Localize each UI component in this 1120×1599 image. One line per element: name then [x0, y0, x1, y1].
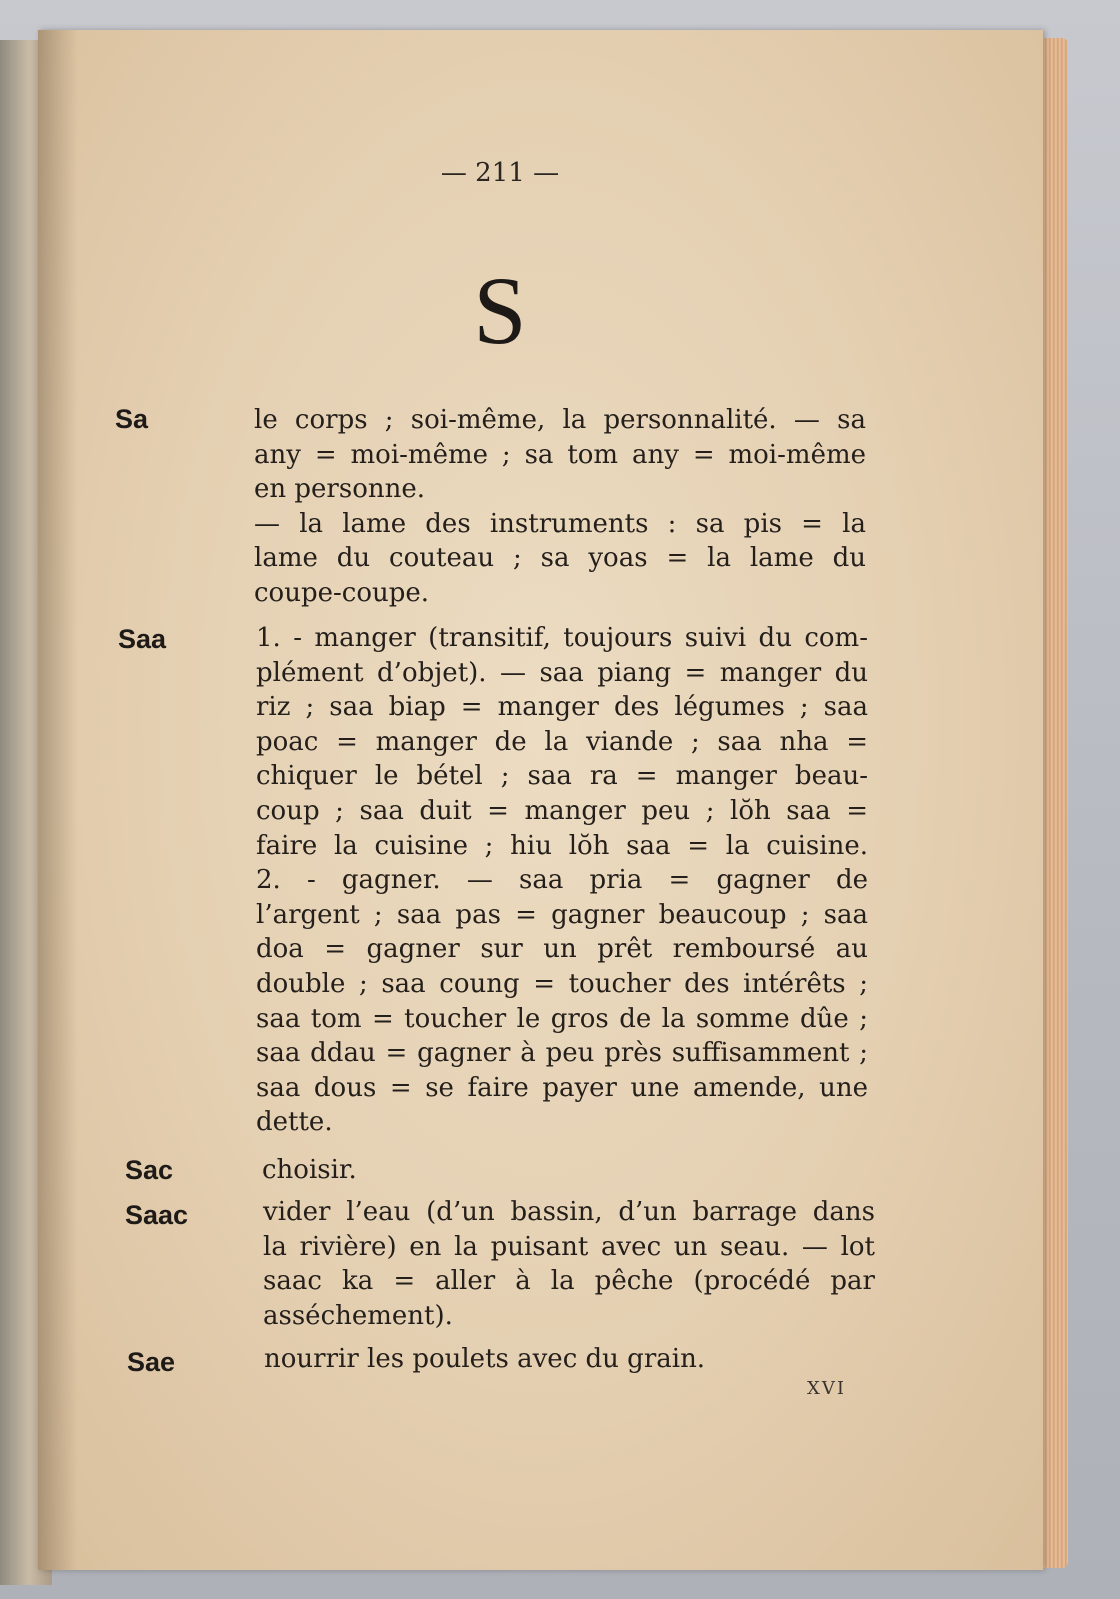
definition-line: le corps ; soi-même, la personnalité. — sa — [254, 405, 866, 435]
definition-line: dette. — [256, 1107, 333, 1138]
definition-line: saac ka = aller à la pêche (procédé par — [263, 1266, 875, 1297]
page-gutter-shadow — [38, 30, 78, 1570]
definition-line: l’argent ; saa pas = gagner beaucoup ; saa — [256, 899, 868, 930]
definition-line: lame du couteau ; sa yoas = la lame du — [254, 543, 866, 574]
definition-line: plément d’objet). — saa piang = manger du — [256, 657, 868, 688]
definition-line: saa ddau = gagner à peu près suffisamment ; — [256, 1038, 868, 1069]
definition-line: choisir. — [262, 1155, 357, 1185]
definition-line: vider l’eau (d’un bassin, d’un barrage dans — [263, 1197, 875, 1227]
definition-line: — la lame des instruments : sa pis = la — [254, 508, 866, 539]
definition-line: doa = gagner sur un prêt remboursé au — [256, 934, 868, 965]
headword-saac: Saac — [125, 1200, 189, 1230]
definition-line: double ; saa coung = toucher des intérêts ; — [256, 968, 868, 999]
headword-saa: Saa — [118, 624, 167, 654]
section-letter: S — [473, 257, 527, 364]
definition-line: asséchement). — [263, 1300, 453, 1331]
definition-line: 2. - gagner. — saa pria = gagner de — [256, 865, 868, 896]
signature-mark: XVI — [807, 1378, 846, 1399]
definition-line: chiquer le bétel ; saa ra = manger beau- — [256, 761, 868, 792]
definition-sae — [264, 1342, 876, 1377]
page-number: — 211 — — [440, 158, 560, 188]
definition-line: 1. - manger (transitif, toujours suivi du com- — [256, 623, 868, 653]
definition-line: nourrir les poulets avec du grain. — [264, 1344, 706, 1374]
definition-line: la rivière) en la puisant avec un seau. — lot — [263, 1231, 875, 1262]
definition-sac — [262, 1153, 874, 1188]
headword-sae: Sae — [127, 1347, 176, 1377]
definition-line: en personne. — [254, 474, 425, 505]
definition-line: coupe-coupe. — [254, 577, 430, 608]
definition-sa — [254, 403, 866, 611]
definition-line: riz ; saa biap = manger des légumes ; saa — [256, 692, 868, 723]
definition-line: saa tom = toucher le gros de la somme dûe ; — [256, 1003, 868, 1034]
definition-line: faire la cuisine ; hiu lŏh saa = la cuisine. — [256, 830, 868, 861]
definition-line: any = moi-même ; sa tom any = moi-même — [254, 439, 866, 470]
definition-saa — [256, 621, 868, 1140]
definition-line: coup ; saa duit = manger peu ; lŏh saa = — [256, 795, 868, 826]
definition-saac — [263, 1195, 875, 1333]
definition-line: saa dous = se faire payer une amende, une — [256, 1072, 868, 1103]
definition-line: poac = manger de la viande ; saa nha = — [256, 726, 868, 757]
headword-sac: Sac — [125, 1155, 174, 1185]
headword-sa: Sa — [115, 404, 149, 434]
